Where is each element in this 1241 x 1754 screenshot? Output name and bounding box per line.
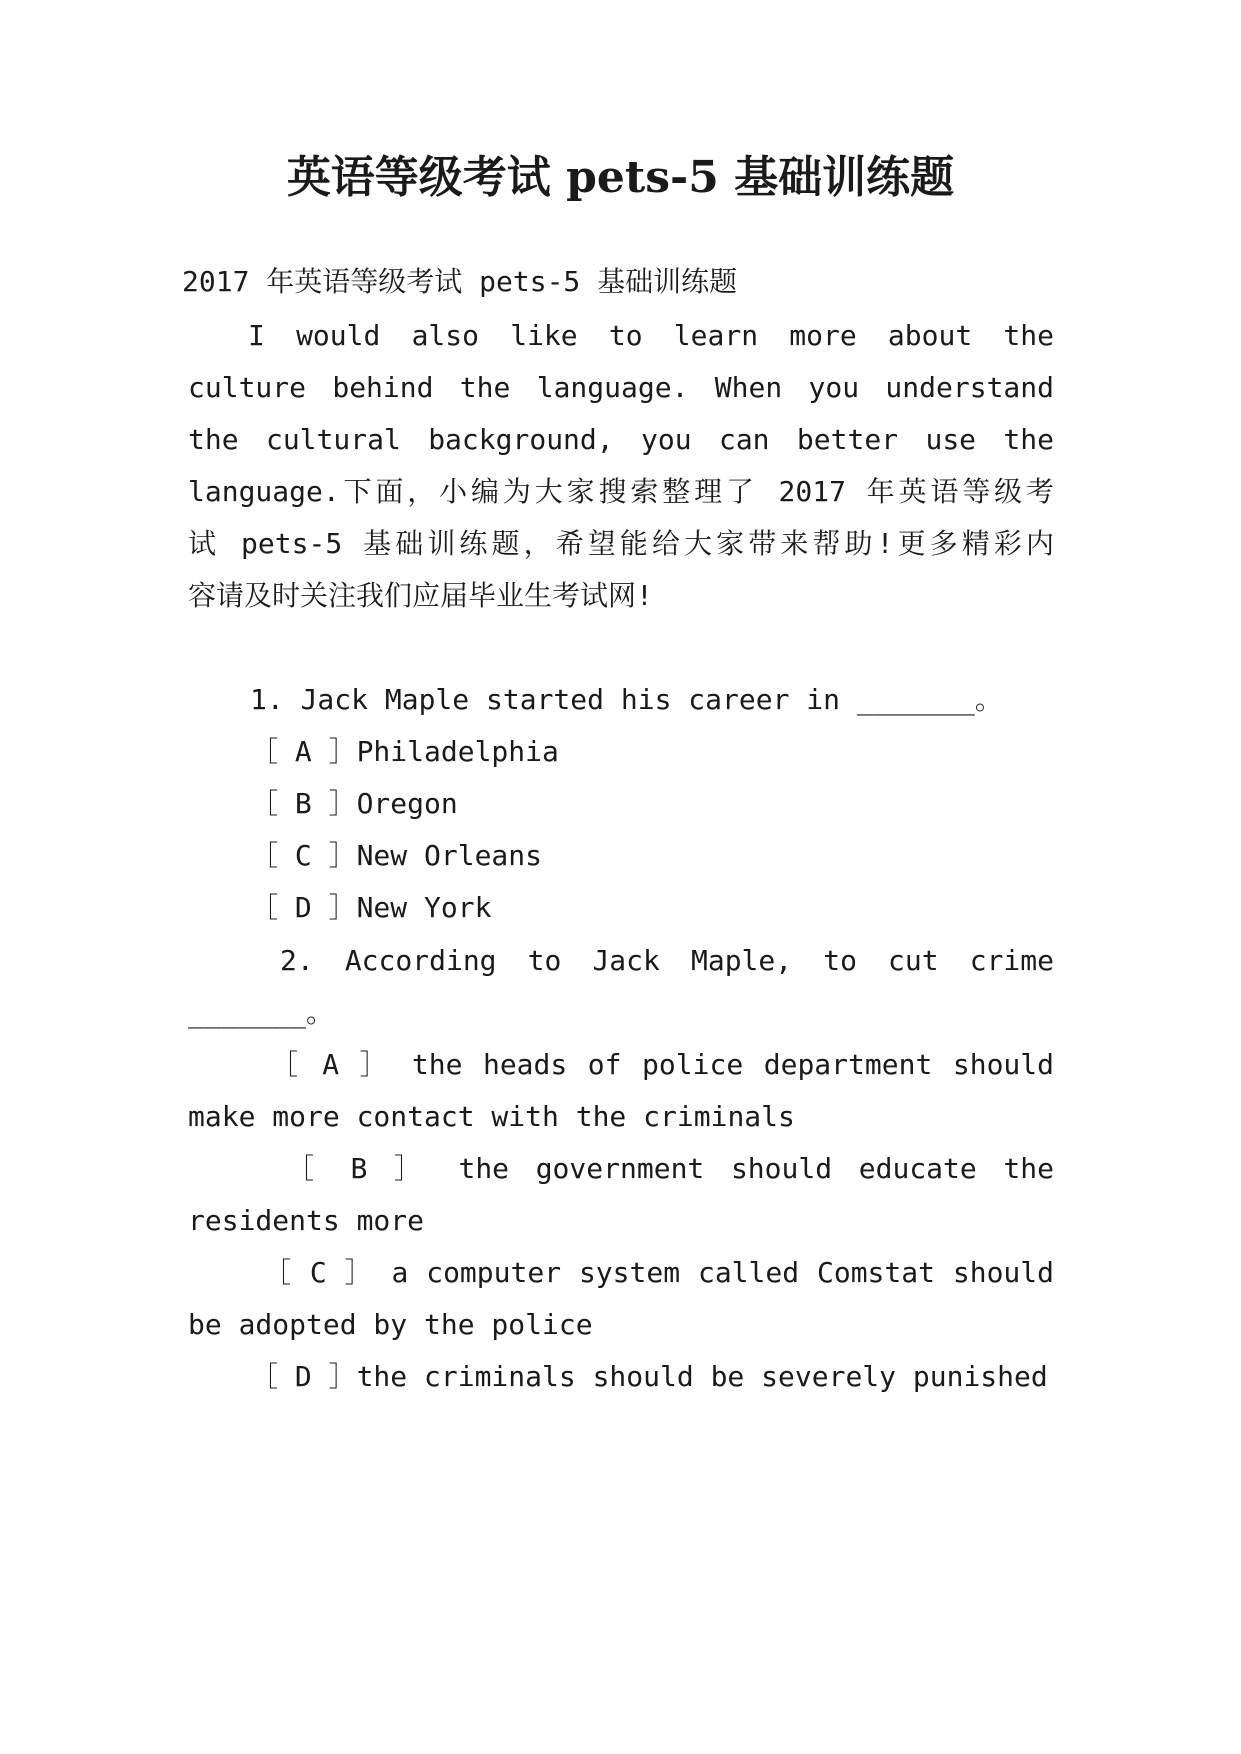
intro-line-2: culture behind the language. When you understand [188, 371, 1054, 404]
question-2-stem-line-1: 2. According to Jack Maple, to cut crime [280, 944, 1054, 977]
question-2-option-b-line-2: residents more [188, 1204, 425, 1237]
intro-line-3: the cultural background, you can better use the [188, 423, 1054, 456]
document-subtitle: 2017 年英语等级考试 pets-5 基础训练题 [182, 265, 738, 298]
question-2-option-b-line-1: ［ B ］ the government should educate the [286, 1152, 1054, 1185]
question-2-option-a-line-2: make more contact with the criminals [188, 1100, 795, 1133]
document-title: 英语等级考试 pets-5 基础训练题 [286, 152, 955, 203]
question-1-option-a: ［ A ］Philadelphia [250, 735, 559, 768]
question-2-option-c-line-1: ［ C ］ a computer system called Comstat should [263, 1256, 1054, 1289]
intro-line-5: 试 pets-5 基础训练题，希望能给大家带来帮助!更多精彩内 [188, 527, 1054, 560]
question-1-option-b: ［ B ］Oregon [250, 787, 458, 820]
question-2-option-a-line-1: ［ A ］ the heads of police department should [270, 1048, 1054, 1081]
question-2-option-d: ［ D ］the criminals should be severely punished [250, 1360, 1048, 1393]
question-1-stem: 1. Jack Maple started his career in _______。 [250, 683, 1003, 716]
intro-line-4: language.下面，小编为大家搜索整理了 2017 年英语等级考 [188, 475, 1054, 508]
intro-line-6: 容请及时关注我们应届毕业生考试网! [188, 579, 653, 612]
question-2-option-c-line-2: be adopted by the police [188, 1308, 593, 1341]
question-1-option-d: ［ D ］New York [250, 891, 492, 924]
question-2-stem-line-2: _______。 [188, 996, 335, 1029]
intro-line-1: I would also like to learn more about the [248, 319, 1054, 352]
question-1-option-c: ［ C ］New Orleans [250, 839, 543, 872]
